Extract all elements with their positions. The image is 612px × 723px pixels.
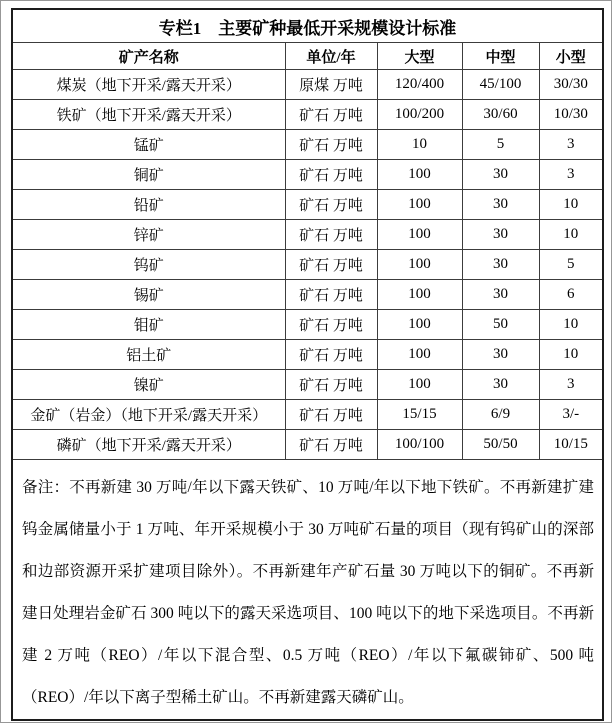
medium-value-cell: 30 bbox=[462, 220, 539, 250]
column-header-small: 小型 bbox=[539, 43, 603, 70]
table-row bbox=[12, 250, 603, 280]
large-value-cell: 100 bbox=[377, 310, 462, 340]
small-value-cell: 10/30 bbox=[539, 100, 603, 130]
medium-value-cell: 50/50 bbox=[462, 430, 539, 460]
large-value-cell: 100 bbox=[377, 160, 462, 190]
large-value-cell: 15/15 bbox=[377, 400, 462, 430]
column-header-medium: 中型 bbox=[462, 43, 539, 70]
mineral-name-cell: 锰矿 bbox=[12, 130, 285, 160]
medium-value-cell: 45/100 bbox=[462, 70, 539, 100]
table-header-row bbox=[12, 43, 603, 70]
remarks-text: 备注：不再新建 30 万吨/年以下露天铁矿、10 万吨/年以下地下铁矿。不再新建扩建钨金属储量小于 1 万吨、年开采规模小于 30 万吨矿石量的项目（现有钨矿山的深部和边部资源开采扩建项目除外）。不再新建年产矿石量 30 万吨以下的铜矿。不再新建日处理岩金矿石 300 吨以下的露天采选项目、100 吨以下的地下采选项目。不再新建 2 万吨（REO）/年以下混合型、0.5 万吨（REO）/年以下氟碳铈矿、500 吨（REO）/年以下离子型稀土矿山。不再新建露天磷矿山。 bbox=[22, 479, 595, 706]
large-value-cell: 100 bbox=[377, 190, 462, 220]
table-row bbox=[12, 400, 603, 430]
small-value-cell: 5 bbox=[539, 250, 603, 280]
small-value-cell: 3 bbox=[539, 370, 603, 400]
large-value-cell: 100 bbox=[377, 280, 462, 310]
medium-value-cell: 30 bbox=[462, 160, 539, 190]
table-title: 专栏1 主要矿种最低开采规模设计标准 bbox=[12, 9, 603, 43]
column-header-mineral-name: 矿产名称 bbox=[12, 43, 285, 70]
mineral-name-cell: 钼矿 bbox=[12, 310, 285, 340]
small-value-cell: 3 bbox=[539, 130, 603, 160]
unit-cell: 矿石 万吨 bbox=[285, 100, 377, 130]
mineral-name-cell: 铁矿（地下开采/露天开采） bbox=[12, 100, 285, 130]
table-row bbox=[12, 220, 603, 250]
medium-value-cell: 30 bbox=[462, 280, 539, 310]
unit-cell: 矿石 万吨 bbox=[285, 160, 377, 190]
large-value-cell: 100 bbox=[377, 220, 462, 250]
column-header-unit-per-year: 单位/年 bbox=[285, 43, 377, 70]
large-value-cell: 120/400 bbox=[377, 70, 462, 100]
unit-cell: 矿石 万吨 bbox=[285, 220, 377, 250]
mineral-name-cell: 铜矿 bbox=[12, 160, 285, 190]
mineral-name-cell: 锡矿 bbox=[12, 280, 285, 310]
mining-scale-standards-table bbox=[11, 8, 604, 721]
medium-value-cell: 30 bbox=[462, 370, 539, 400]
small-value-cell: 30/30 bbox=[539, 70, 603, 100]
column-header-large: 大型 bbox=[377, 43, 462, 70]
table-row bbox=[12, 100, 603, 130]
medium-value-cell: 30/60 bbox=[462, 100, 539, 130]
medium-value-cell: 30 bbox=[462, 340, 539, 370]
small-value-cell: 10 bbox=[539, 310, 603, 340]
mineral-name-cell: 煤炭（地下开采/露天开采） bbox=[12, 70, 285, 100]
mineral-name-cell: 锌矿 bbox=[12, 220, 285, 250]
medium-value-cell: 50 bbox=[462, 310, 539, 340]
small-value-cell: 6 bbox=[539, 280, 603, 310]
large-value-cell: 100/100 bbox=[377, 430, 462, 460]
mineral-name-cell: 铝土矿 bbox=[12, 340, 285, 370]
remarks-cell bbox=[12, 460, 603, 721]
table-row bbox=[12, 130, 603, 160]
mineral-name-cell: 磷矿（地下开采/露天开采） bbox=[12, 430, 285, 460]
unit-cell: 矿石 万吨 bbox=[285, 190, 377, 220]
mineral-name-cell: 钨矿 bbox=[12, 250, 285, 280]
table-row bbox=[12, 160, 603, 190]
unit-cell: 矿石 万吨 bbox=[285, 430, 377, 460]
table-row bbox=[12, 190, 603, 220]
remarks-row bbox=[12, 460, 603, 721]
unit-cell: 原煤 万吨 bbox=[285, 70, 377, 100]
large-value-cell: 100 bbox=[377, 250, 462, 280]
small-value-cell: 10 bbox=[539, 340, 603, 370]
table-row bbox=[12, 340, 603, 370]
unit-cell: 矿石 万吨 bbox=[285, 340, 377, 370]
table-row bbox=[12, 70, 603, 100]
table-row bbox=[12, 430, 603, 460]
medium-value-cell: 5 bbox=[462, 130, 539, 160]
large-value-cell: 100 bbox=[377, 340, 462, 370]
unit-cell: 矿石 万吨 bbox=[285, 250, 377, 280]
mineral-name-cell: 铅矿 bbox=[12, 190, 285, 220]
table-title-row bbox=[12, 9, 603, 43]
unit-cell: 矿石 万吨 bbox=[285, 370, 377, 400]
mineral-name-cell: 金矿（岩金）（地下开采/露天开采） bbox=[12, 400, 285, 430]
medium-value-cell: 30 bbox=[462, 250, 539, 280]
small-value-cell: 10/15 bbox=[539, 430, 603, 460]
table-row bbox=[12, 370, 603, 400]
large-value-cell: 100/200 bbox=[377, 100, 462, 130]
unit-cell: 矿石 万吨 bbox=[285, 130, 377, 160]
medium-value-cell: 6/9 bbox=[462, 400, 539, 430]
unit-cell: 矿石 万吨 bbox=[285, 400, 377, 430]
table-row bbox=[12, 280, 603, 310]
large-value-cell: 10 bbox=[377, 130, 462, 160]
unit-cell: 矿石 万吨 bbox=[285, 310, 377, 340]
small-value-cell: 3 bbox=[539, 160, 603, 190]
mineral-name-cell: 镍矿 bbox=[12, 370, 285, 400]
unit-cell: 矿石 万吨 bbox=[285, 280, 377, 310]
large-value-cell: 100 bbox=[377, 370, 462, 400]
small-value-cell: 10 bbox=[539, 190, 603, 220]
small-value-cell: 3/- bbox=[539, 400, 603, 430]
medium-value-cell: 30 bbox=[462, 190, 539, 220]
small-value-cell: 10 bbox=[539, 220, 603, 250]
table-row bbox=[12, 310, 603, 340]
table-body bbox=[12, 70, 603, 460]
